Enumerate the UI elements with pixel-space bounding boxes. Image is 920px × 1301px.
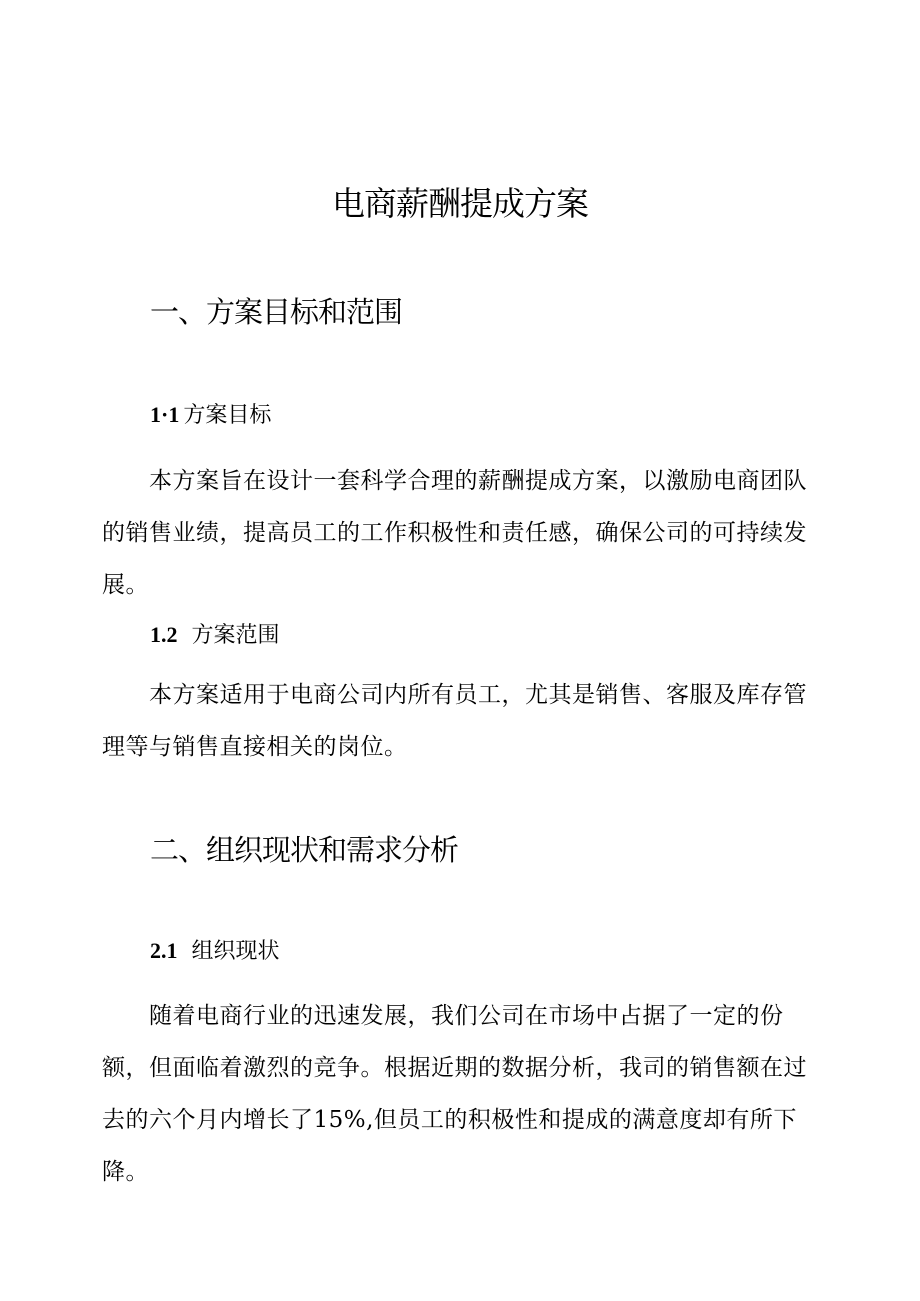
- subsection-number: 1.2: [150, 622, 178, 647]
- subsection-heading-1-2: [150, 618, 280, 649]
- subsection-label: 组织现状: [191, 939, 280, 964]
- paragraph-1-2: 本方案适用于电商公司内所有员工，尤其是销售、客服及库存管理等与销售直接相关的岗位。: [102, 682, 807, 760]
- subsection-number: 1·1: [150, 402, 180, 427]
- subsection-label: 方案范围: [191, 623, 280, 648]
- section-heading-1: 一、方案目标和范围: [150, 295, 403, 329]
- subsection-heading-1-1: [150, 398, 271, 429]
- subsection-label: 方案目标: [183, 403, 272, 428]
- paragraph-1-1: 本方案旨在设计一套科学合理的薪酬提成方案，以激励电商团队的销售业绩，提高员工的工作积极性和责任感，确保公司的可持续发展。: [102, 468, 807, 598]
- document-title: 电商薪酬提成方案: [332, 184, 588, 223]
- section-heading-2: 二、组织现状和需求分析: [150, 833, 459, 867]
- paragraph-2-1: 随着电商行业的迅速发展，我们公司在市场中占据了一定的份额，但面临着激烈的竞争。根据近期的数据分析，我司的销售额在过去的六个月内增长了15%,但员工的积极性和提成的满意度却有所下降。: [102, 1003, 807, 1185]
- subsection-heading-2-1: [150, 934, 280, 965]
- subsection-number: 2.1: [150, 938, 178, 963]
